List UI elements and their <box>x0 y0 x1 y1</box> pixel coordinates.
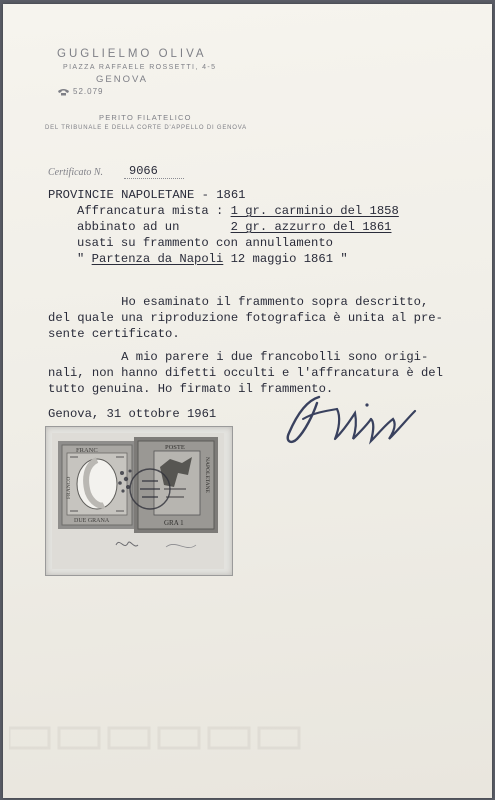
telephone-icon <box>57 88 70 96</box>
description-heading: PROVINCIE NAPOLETANE - 1861 <box>48 188 246 202</box>
signature <box>275 389 425 451</box>
stamp-right-top-text: POSTE <box>165 444 185 451</box>
stamp-right-bottom-text: GRA 1 <box>164 519 184 527</box>
stamp-right <box>130 437 218 533</box>
phone-number: 52.079 <box>73 87 104 96</box>
stamp-left <box>58 441 136 529</box>
expert-address: PIAZZA RAFFAELE ROSSETTI, 4-5 <box>63 64 217 71</box>
certificate-dotted-line <box>124 178 184 179</box>
expert-title: PERITO FILATELICO <box>99 113 192 122</box>
line2-value: 2 gr. azzurro del 1861 <box>230 220 392 234</box>
phone-line <box>57 87 103 96</box>
line1-prefix: Affrancatura mista : <box>77 204 231 218</box>
body-p1-line-2: del quale una riproduzione fotografica è unita al pre- <box>48 311 443 325</box>
certificate-label: Certificato N. <box>48 167 103 178</box>
description-line-4 <box>77 252 348 266</box>
certificate-document <box>3 4 492 798</box>
stamp-fragment-image <box>46 427 232 575</box>
line1-value: 1 gr. carminio del 1858 <box>230 204 399 218</box>
line4-rest: 12 maggio 1861 " <box>223 252 348 266</box>
stamp-left-side-text: FRANCO <box>66 476 72 499</box>
description-line-3: usati su frammento con annullamento <box>77 236 333 250</box>
description-line-1 <box>77 204 399 218</box>
line4-value: Partenza da Napoli <box>91 252 224 266</box>
stamp-left-top-text: FRANC <box>76 447 98 454</box>
body-p2-line-1: A mio parere i due francobolli sono origi- <box>48 350 429 364</box>
stamp-right-side-text: NAPOLETANE <box>204 457 210 493</box>
line2-prefix: abbinato ad un <box>77 220 231 234</box>
issue-date: Genova, 31 ottobre 1961 <box>48 407 217 421</box>
expert-name: GUGLIELMO OLIVA <box>57 48 207 60</box>
certificate-number: 9066 <box>129 164 158 178</box>
body-p1-line-1: Ho esaminato il frammento sopra descritto, <box>48 295 429 309</box>
description-line-2 <box>77 220 392 234</box>
show-through-marks <box>9 724 309 754</box>
body-p2-line-3: tutto genuina. Ho firmato il frammento. <box>48 382 334 396</box>
body-p1-line-3: sente certificato. <box>48 327 180 341</box>
expert-court: DEL TRIBUNALE E DELLA CORTE D'APPELLO DI GENOVA <box>45 125 247 131</box>
stamp-fragment-photo <box>45 426 233 576</box>
line4-open: " <box>77 252 92 266</box>
body-p2-line-2: nali, non hanno difetti occulti e l'affrancatura è del <box>48 366 443 380</box>
stamp-left-bottom-text: DUE GRANA <box>74 518 110 524</box>
expert-city: GENOVA <box>96 74 148 85</box>
